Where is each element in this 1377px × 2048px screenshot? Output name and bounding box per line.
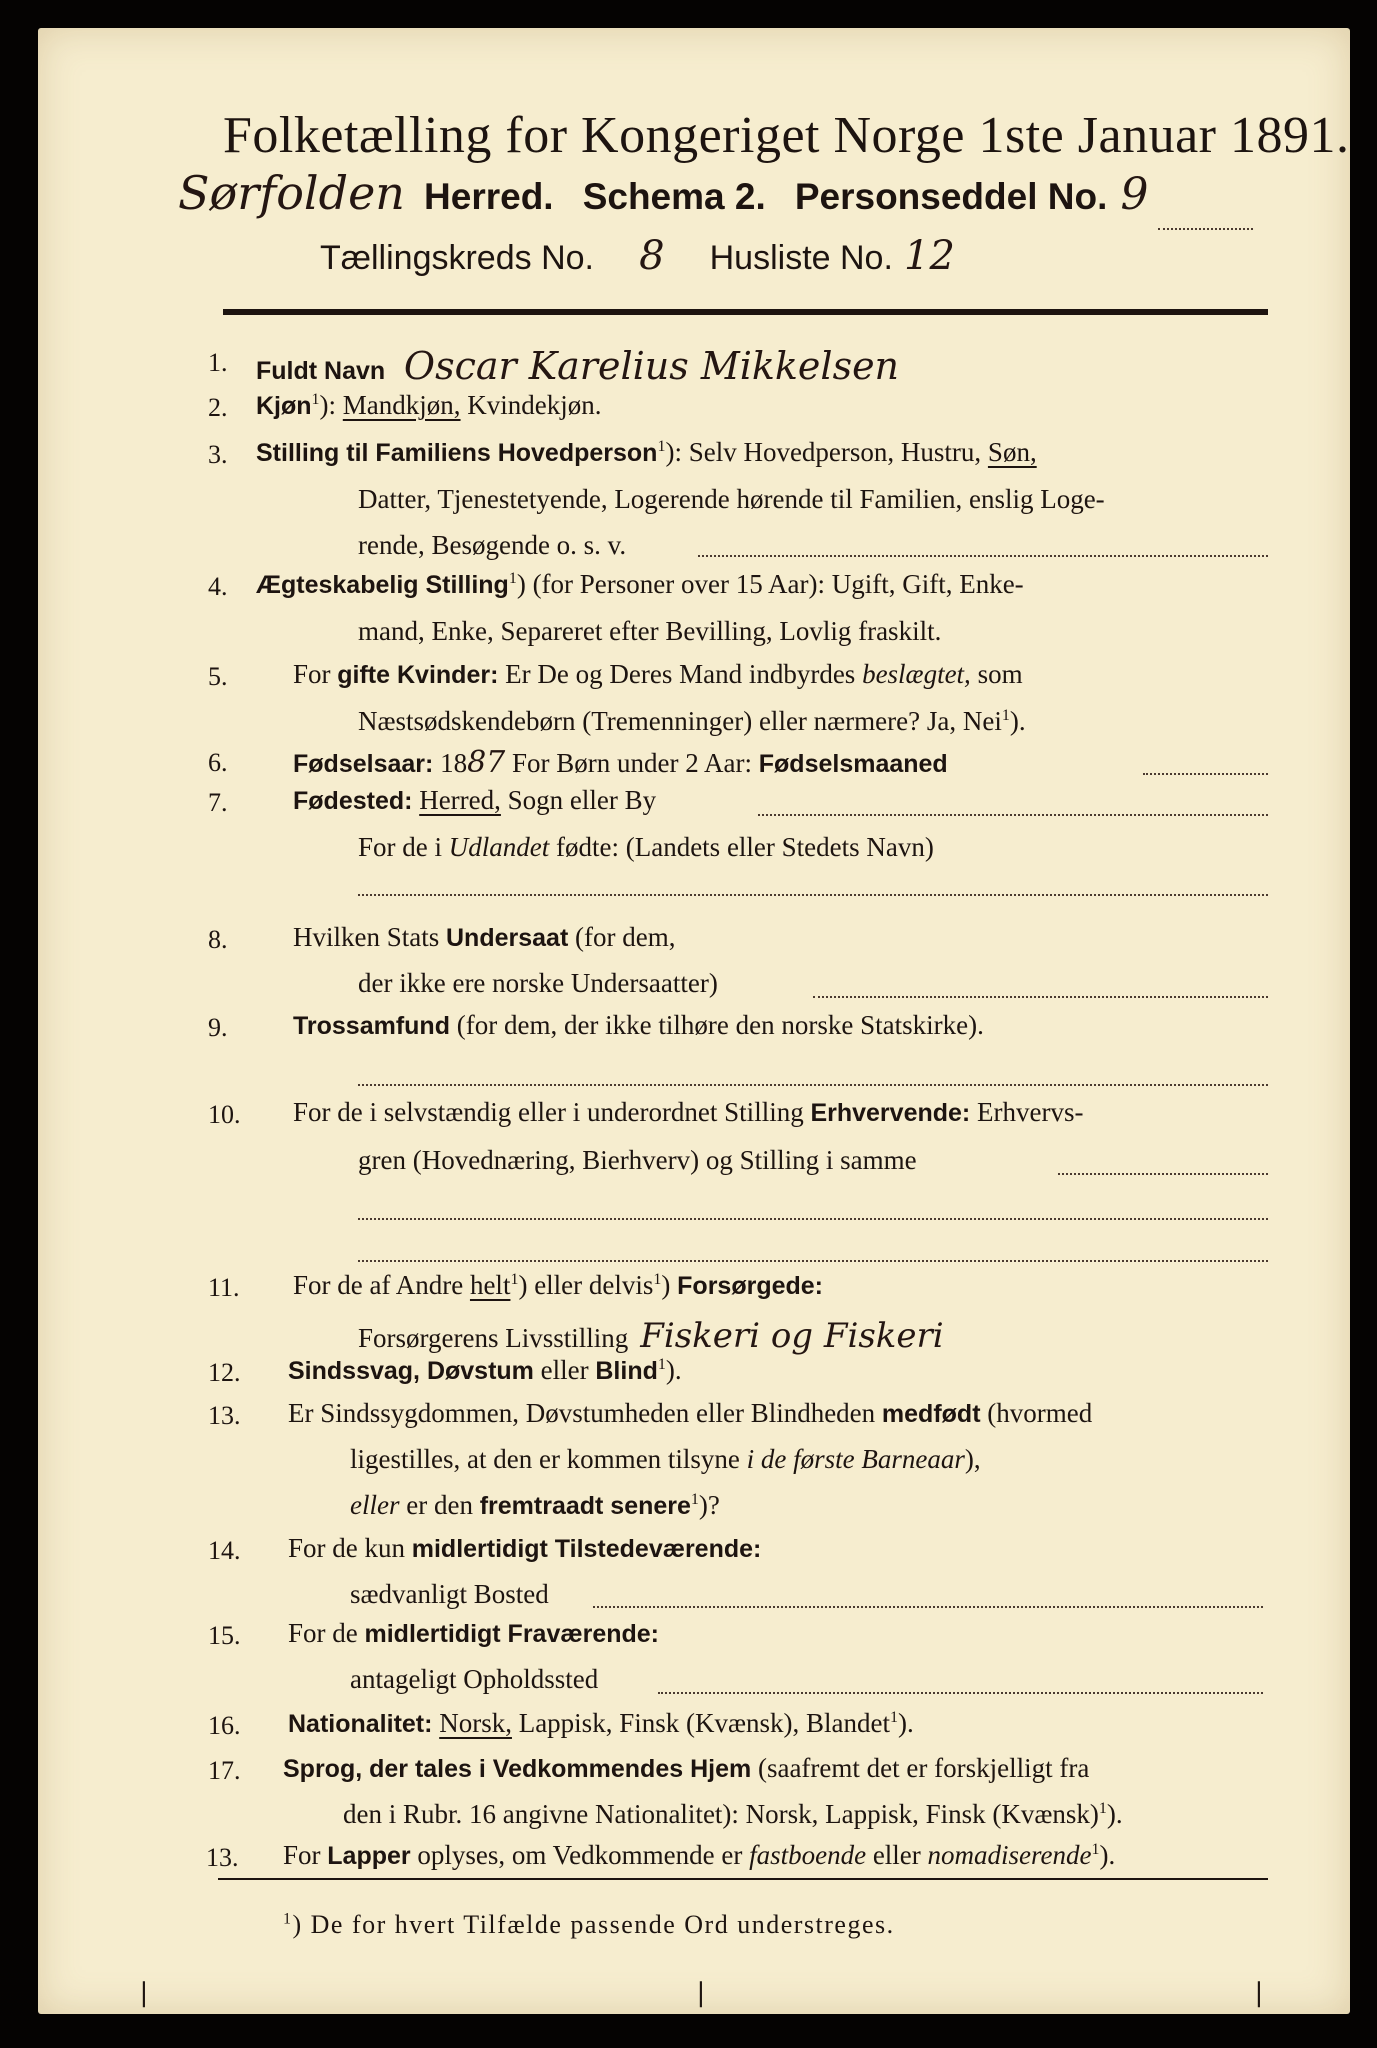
temp-absent-label: midlertidigt Fraværende: bbox=[364, 1620, 659, 1648]
form-title: Folketælling for Kongeriget Norge 1ste Januar 1891. bbox=[223, 107, 1350, 164]
citizenship-label: Undersaat bbox=[446, 924, 569, 952]
row-number-10: 10. bbox=[208, 1100, 241, 1129]
footnote-sup: 1 bbox=[283, 1910, 293, 1928]
nationality-norsk: Norsk, bbox=[439, 1708, 512, 1738]
row-10-dots-2 bbox=[358, 1218, 1268, 1220]
row-6-dots bbox=[1143, 773, 1268, 775]
row-number-16: 16. bbox=[208, 1711, 241, 1740]
row-13-line-3-c: fremtraadt senere bbox=[479, 1492, 691, 1520]
row-13-line-3-b: er den bbox=[399, 1490, 480, 1520]
row-13-line-2-c: ), bbox=[964, 1444, 981, 1474]
row-5-line-2-text: Næstsødskendebørn (Tremenninger) eller nærmere? Ja, Nei bbox=[358, 706, 1002, 736]
married-women-gifte: gifte bbox=[337, 661, 391, 689]
birth-year-label: Fødselsaar: bbox=[293, 750, 434, 778]
row-9 bbox=[293, 1010, 984, 1041]
row-7-dots-2 bbox=[358, 894, 1268, 896]
temp-present-prefix: For de kun bbox=[288, 1533, 412, 1563]
language-note: (saafremt det er forskjelligt fra bbox=[751, 1753, 1090, 1783]
language-label: Sprog, der tales i Vedkommendes Hjem bbox=[283, 1755, 752, 1783]
row-13-line-2-b: i de første Barneaar bbox=[746, 1444, 965, 1474]
row-12: Sindssvag, Døvstum eller Blind$^1$). bbox=[288, 1355, 682, 1385]
birthplace-label: Fødested: bbox=[293, 787, 413, 815]
sex-sep: ): bbox=[319, 390, 343, 420]
row-3: Stilling til Familiens Hovedperson$^1$): Selv Hovedperson, Hustru, Søn, bbox=[256, 437, 1037, 467]
row-15-dots bbox=[658, 1692, 1263, 1694]
row-number-8: 8. bbox=[208, 925, 228, 954]
citizenship-prefix: Hvilken Stats bbox=[293, 922, 446, 952]
religion-label: Trossamfund bbox=[293, 1012, 450, 1040]
row-13-line-3-d: )? bbox=[698, 1490, 720, 1520]
footnote bbox=[283, 1910, 895, 1940]
census-form bbox=[38, 28, 1350, 2014]
row-number-6: 6. bbox=[208, 748, 228, 777]
row-13-line-2 bbox=[350, 1444, 981, 1475]
married-women-related: beslægtet, bbox=[862, 659, 971, 689]
row-5 bbox=[293, 659, 1023, 690]
disability-end: ). bbox=[665, 1355, 682, 1385]
family-position-options: ): Selv Hovedperson, Hustru, bbox=[665, 437, 988, 467]
disability-or: eller bbox=[533, 1355, 596, 1385]
disability-label: Sindssvag, Døvstum bbox=[288, 1357, 534, 1385]
row-14 bbox=[288, 1533, 761, 1564]
lapp-label: Lapper bbox=[327, 1842, 411, 1870]
provider-occupation-handwritten: Fiskeri og Fiskeri bbox=[640, 1316, 944, 1356]
marital-status-label: Ægteskabelig Stilling bbox=[256, 571, 509, 599]
family-position-son: Søn, bbox=[987, 437, 1037, 467]
row-number-18: 13. bbox=[206, 1843, 239, 1872]
birth-month-prompt: For Børn under 2 Aar: bbox=[505, 748, 759, 778]
row-number-9: 9. bbox=[208, 1013, 228, 1042]
header-line-2 bbox=[320, 233, 955, 279]
row-11: For de af Andre helt$^1$) eller delvis$^1$) Forsørgede: bbox=[293, 1270, 824, 1300]
row-number-2: 2. bbox=[208, 393, 228, 422]
row-7-line-2 bbox=[358, 832, 934, 863]
row-number-7: 7. bbox=[208, 788, 228, 817]
occupation-label: Erhvervende: bbox=[810, 1099, 971, 1127]
birthplace-herred: Herred, bbox=[419, 785, 501, 815]
lapp-or: eller bbox=[866, 1840, 928, 1870]
nationality-end: ). bbox=[897, 1708, 914, 1738]
personseddel-number: 9 bbox=[1120, 169, 1149, 220]
full-name-handwritten: Oscar Karelius Mikkelsen bbox=[403, 344, 900, 388]
row-4-line-2: mand, Enke, Separeret efter Bevilling, Lovlig fraskilt. bbox=[358, 616, 942, 646]
citizenship-suffix: (for dem, bbox=[568, 922, 676, 952]
row-10-line-2: gren (Hovednæring, Bierhverv) og Stilling i samme bbox=[358, 1145, 917, 1175]
provider-occupation-label: Forsørgerens Livsstilling bbox=[358, 1323, 629, 1353]
congenital-suffix: (hvormed bbox=[980, 1398, 1093, 1428]
birth-year-handwritten: 87 bbox=[467, 745, 506, 780]
congenital-label: medfødt bbox=[881, 1400, 981, 1428]
kreds-label: Tællingskreds No. bbox=[320, 239, 594, 277]
row-16: Nationalitet: Norsk, Lappisk, Finsk (Kvænsk), Blandet$^1$). bbox=[288, 1708, 914, 1738]
row-10-dots-3 bbox=[358, 1260, 1268, 1262]
married-women-question: Er De og Deres Mand indbyrdes bbox=[498, 659, 863, 689]
footnote-rule bbox=[218, 1878, 1268, 1880]
row-10-dots bbox=[1058, 1173, 1268, 1175]
row-5-line-2: Næstsødskendebørn (Tremenninger) eller nærmere? Ja, Nei$^1$). bbox=[358, 706, 1026, 736]
row-number-1: 1. bbox=[208, 348, 228, 377]
row-number-14: 14. bbox=[208, 1536, 241, 1565]
temp-present-label: midlertidigt Tilstedeværende: bbox=[411, 1535, 762, 1563]
row-15 bbox=[288, 1618, 659, 1649]
row-number-13: 13. bbox=[208, 1401, 241, 1430]
row-17-line-2-text: den i Rubr. 16 angivne Nationalitet): Norsk, Lappisk, Finsk (Kvænsk) bbox=[343, 1799, 1099, 1829]
temp-absent-prefix: For de bbox=[288, 1618, 365, 1648]
married-women-som: som bbox=[970, 659, 1023, 689]
row-13 bbox=[288, 1398, 1092, 1429]
row-number-4: 4. bbox=[208, 572, 228, 601]
lapp-end: ). bbox=[1099, 1840, 1116, 1870]
row-14-line-2: sædvanligt Bosted bbox=[350, 1579, 549, 1609]
full-name-label: Fuldt Navn bbox=[256, 357, 386, 385]
row-2: Kjøn$^1$): Mandkjøn, Kvindekjøn. bbox=[256, 390, 602, 420]
married-women-for: For bbox=[293, 659, 338, 689]
herred-handwritten: Sørfolden bbox=[178, 166, 405, 220]
personseddel-label: Personseddel No. bbox=[794, 176, 1108, 217]
row-3-dots bbox=[698, 555, 1268, 557]
row-8-line-2: der ikke ere norske Undersaatter) bbox=[358, 968, 718, 998]
row-8 bbox=[293, 922, 675, 953]
abroad-prefix: For de i bbox=[358, 832, 449, 862]
lapp-prefix: For bbox=[283, 1840, 328, 1870]
row-9-dots bbox=[358, 1084, 1268, 1086]
disability-blind: Blind bbox=[595, 1357, 658, 1385]
row-13-line-2-a: ligestilles, at den er kommen tilsyne bbox=[350, 1444, 747, 1474]
hole-mark-center: ❘ bbox=[690, 1978, 712, 2008]
row-17-line-2: den i Rubr. 16 angivne Nationalitet): Norsk, Lappisk, Finsk (Kvænsk)$^1$). bbox=[343, 1799, 1123, 1829]
birth-month-label: Fødselsmaaned bbox=[758, 750, 948, 778]
row-number-3: 3. bbox=[208, 440, 228, 469]
header-rule bbox=[223, 309, 1268, 315]
marital-status-options: ) (for Personer over 15 Aar): Ugift, Gift, Enke- bbox=[516, 569, 1024, 599]
abroad-word: Udlandet bbox=[448, 832, 550, 862]
occupation-prefix: For de i selvstændig eller i underordnet Stilling bbox=[293, 1097, 811, 1127]
row-8-dots bbox=[813, 996, 1268, 998]
supported-label: Forsørgede: bbox=[677, 1272, 824, 1300]
religion-note: (for dem, der ikke tilhøre den norske Statskirke). bbox=[449, 1010, 984, 1040]
row-4: Ægteskabelig Stilling$^1$) (for Personer over 15 Aar): Ugift, Gift, Enke- bbox=[256, 569, 1024, 599]
lapp-question: oplyses, om Vedkommende er bbox=[410, 1840, 750, 1870]
married-women-kvinder: Kvinder: bbox=[390, 661, 499, 689]
birth-year-prefix: 18 bbox=[433, 748, 468, 778]
husliste-label: Husliste No. bbox=[709, 239, 893, 277]
row-number-11: 11. bbox=[208, 1273, 240, 1302]
row-15-line-2: antageligt Opholdssted bbox=[350, 1664, 599, 1694]
row-number-5: 5. bbox=[208, 662, 228, 691]
schema-label: Schema 2. bbox=[582, 176, 766, 217]
row-3-line-2: Datter, Tjenestetyende, Logerende hørende til Familien, enslig Loge- bbox=[358, 484, 1105, 514]
lapp-resident: fastboende bbox=[749, 1840, 867, 1870]
row-1 bbox=[256, 344, 899, 388]
supported-sep: ) bbox=[661, 1270, 678, 1300]
row-number-15: 15. bbox=[208, 1621, 241, 1650]
herred-label: Herred. bbox=[424, 176, 554, 217]
nationality-options: Lappisk, Finsk (Kvænsk), Blandet bbox=[511, 1708, 890, 1738]
hole-mark-left: ❘ bbox=[133, 1978, 155, 2008]
header-line-1 bbox=[178, 166, 1148, 220]
row-13-line-3: eller er den fremtraadt senere$^1$)? bbox=[350, 1490, 720, 1520]
birthplace-options: Sogn eller By bbox=[500, 785, 657, 815]
row-3-line-3: rende, Besøgende o. s. v. bbox=[358, 530, 627, 560]
lapp-nomadic: nomadiserende bbox=[927, 1840, 1092, 1870]
row-6 bbox=[293, 745, 948, 780]
hole-mark-right: ❘ bbox=[1248, 1978, 1270, 2008]
sex-female-option: Kvindekjøn. bbox=[460, 390, 602, 420]
sex-label: Kjøn bbox=[256, 392, 312, 420]
row-7 bbox=[293, 785, 656, 816]
kreds-number: 8 bbox=[639, 233, 665, 279]
row-number-17: 17. bbox=[208, 1756, 241, 1785]
abroad-suffix: fødte: (Landets eller Stedets Navn) bbox=[549, 832, 934, 862]
supported-helt: helt bbox=[469, 1270, 511, 1300]
row-18: For Lapper oplyses, om Vedkommende er fastboende eller nomadiserende$^1$). bbox=[283, 1840, 1116, 1870]
congenital-prefix: Er Sindssygdommen, Døvstumheden eller Blindheden bbox=[288, 1398, 882, 1428]
supported-delvis: ) eller delvis bbox=[518, 1270, 654, 1300]
occupation-suffix: Erhvervs- bbox=[970, 1097, 1084, 1127]
row-17 bbox=[283, 1753, 1089, 1784]
row-10 bbox=[293, 1097, 1083, 1128]
nationality-label: Nationalitet: bbox=[288, 1710, 433, 1738]
row-number-12: 12. bbox=[208, 1358, 241, 1387]
sex-male-option: Mandkjøn, bbox=[342, 390, 461, 420]
personseddel-dots bbox=[1158, 228, 1253, 230]
supported-prefix: For de af Andre bbox=[293, 1270, 470, 1300]
row-7-dots bbox=[758, 814, 1268, 816]
row-13-line-3-a: eller bbox=[350, 1490, 400, 1520]
husliste-number: 12 bbox=[904, 233, 955, 279]
footnote-text: ) De for hvert Tilfælde passende Ord understreges. bbox=[292, 1910, 895, 1939]
row-11-line-2 bbox=[358, 1316, 944, 1356]
family-position-label: Stilling til Familiens Hovedperson bbox=[256, 439, 658, 467]
row-14-dots bbox=[593, 1606, 1263, 1608]
